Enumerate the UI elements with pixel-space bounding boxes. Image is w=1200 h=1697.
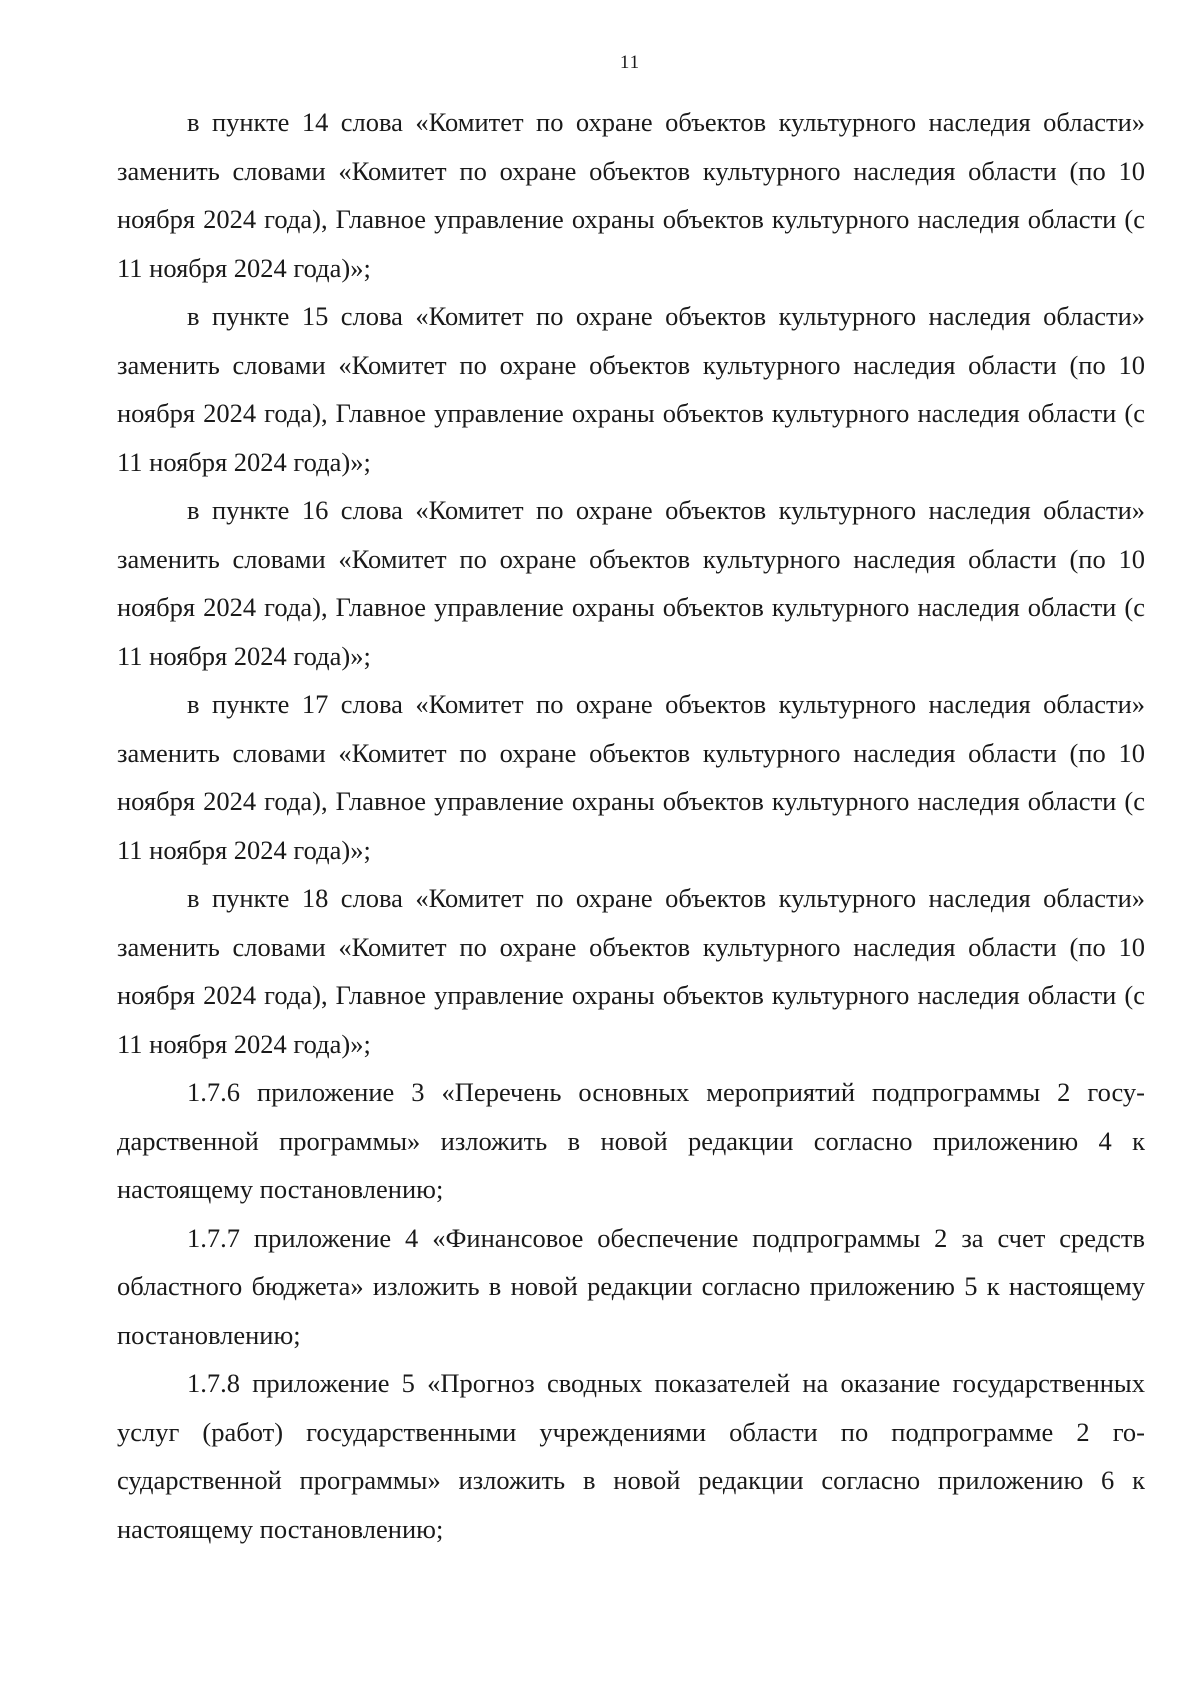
paragraph-item-14: в пункте 14 слова «Комитет по охране объектов культурного наследия области» заменить словами «Комитет по охране объектов культурного наследия области (по 10 ноября 2024 года), Главное управление охраны объектов культурного наследия области (с 11 ноября 2024 года)»;	[117, 107, 1145, 283]
document-body	[117, 98, 1145, 1553]
paragraph-item-16: в пункте 16 слова «Комитет по охране объектов культурного наследия области» заменить словами «Комитет по охране объектов культурного наследия области (по 10 ноября 2024 года), Главное управление охраны объектов культурного наследия области (с 11 ноября 2024 года)»;	[117, 495, 1145, 671]
paragraph-item-15: в пункте 15 слова «Комитет по охране объектов культурного наследия области» заменить словами «Комитет по охране объектов культурного наследия области (по 10 ноября 2024 года), Главное управление охраны объектов культурного наследия области (с 11 ноября 2024 года)»;	[117, 301, 1145, 477]
paragraph-1-7-6: 1.7.6 приложение 3 «Перечень основных мероприятий подпрограммы 2 государственной программы» изложить в новой редакции согласно приложению 4 к настоящему постановлению;	[117, 1077, 1145, 1204]
paragraph-1-7-8: 1.7.8 приложение 5 «Прогноз сводных показателей на оказание государственных услуг (работ) государственными учреждениями области по подпрограмме 2 государственной программы» изложить в новой редакции согласно приложению 6 к настоящему постановлению;	[117, 1368, 1145, 1544]
paragraph-1-7-7: 1.7.7 приложение 4 «Финансовое обеспечение подпрограммы 2 за счет средств областного бюджета» изложить в новой редакции согласно приложению 5 к настоящему постановлению;	[117, 1222, 1145, 1350]
paragraph-item-17: в пункте 17 слова «Комитет по охране объектов культурного наследия области» заменить словами «Комитет по охране объектов культурного наследия области (по 10 ноября 2024 года), Главное управление охраны объектов культурного наследия области (с 11 ноября 2024 года)»;	[117, 689, 1145, 865]
paragraph-item-18: в пункте 18 слова «Комитет по охране объектов культурного наследия области» заменить словами «Комитет по охране объектов культурного наследия области (по 10 ноября 2024 года), Главное управление охраны объектов культурного наследия области (с 11 ноября 2024 года)»;	[117, 883, 1145, 1059]
page-number: 11	[619, 52, 641, 73]
